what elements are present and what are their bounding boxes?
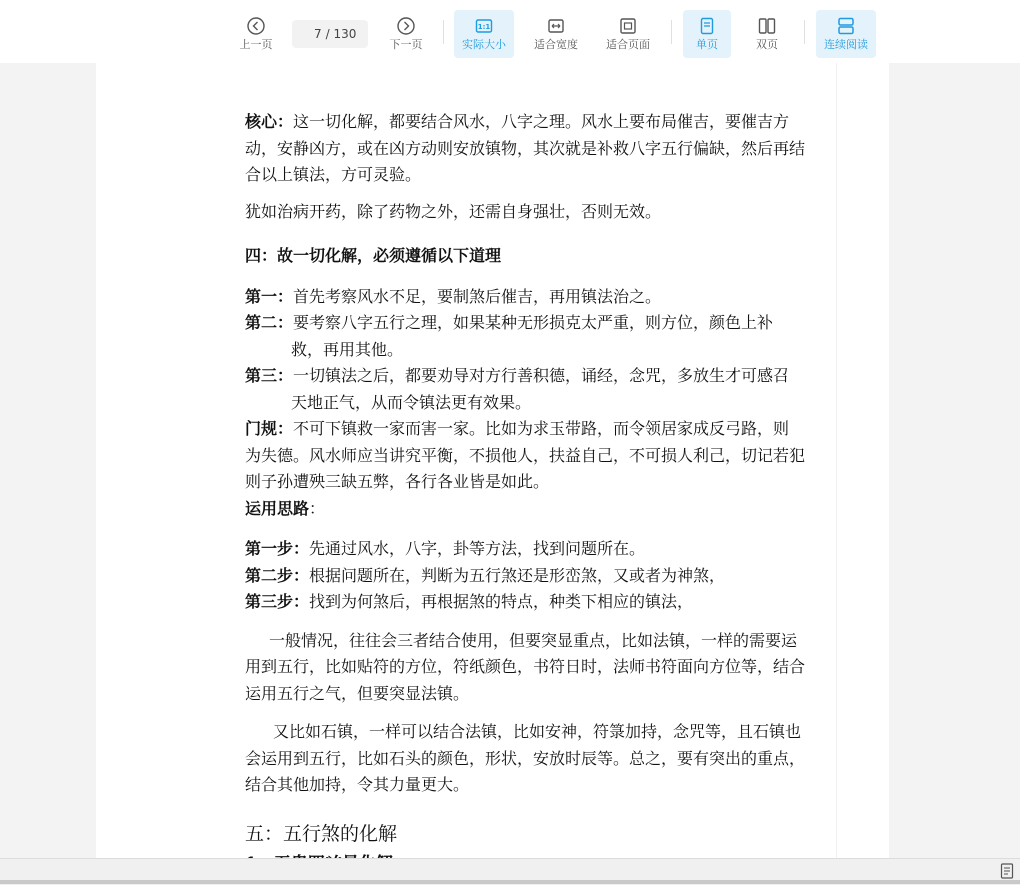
- item-label: 第一：: [245, 286, 294, 306]
- page-side-margin: [836, 63, 889, 858]
- actual-size-icon: [474, 16, 494, 36]
- item-text: 首先考察风水不足，要制煞后催吉，再用镇法治之。: [293, 286, 662, 306]
- actual-size-label: 实际大小: [462, 38, 506, 51]
- step-label: 第一步：: [245, 539, 310, 558]
- total-pages: / 130: [325, 27, 357, 41]
- toolbar-divider: [804, 20, 805, 44]
- toolbar-divider: [443, 20, 444, 44]
- horizontal-scrollbar[interactable]: [0, 880, 1020, 884]
- list-item-first: [245, 284, 805, 311]
- double-page-label: 双页: [756, 38, 778, 51]
- section-five-heading: 五：五行煞的化解: [245, 822, 398, 845]
- fit-page-label: 适合页面: [606, 38, 650, 51]
- core-label: 核心：: [245, 112, 294, 131]
- document-page: [96, 63, 836, 858]
- document-icon[interactable]: [1000, 863, 1014, 879]
- general-paragraph: 一般情况，往往会三者结合使用，但要突显重点，比如法镇，一样的需要运用到五行，比如贴符的方位，符纸颜色，书符日时，法师书符面向方位等，结合运用五行之气，但要突显法镇。: [245, 630, 806, 703]
- approach-label: 运用思路: [245, 498, 310, 518]
- prev-page-button[interactable]: [230, 10, 282, 58]
- actual-size-button[interactable]: [454, 10, 514, 58]
- stone-paragraph: 又比如石镇，一样可以结合法镇，比如安神，符箓加持，念咒等，且石镇也会运用到五行，比如石头的颜色，形状，安放时辰等。总之，要有突出的重点，结合其他加持，令其力量更大。: [245, 722, 806, 794]
- toolbar-divider: [671, 20, 672, 44]
- section-four-heading: 四：故一切化解，必须遵循以下道理: [245, 246, 502, 265]
- step-text: 找到为何煞后，再根据煞的特点，种类下相应的镇法，: [309, 592, 694, 611]
- current-page-input[interactable]: 7: [313, 27, 322, 41]
- item-text: 要考察八字五行之理，如果某种无形损克太严重，则方位，颜色上补救，再用其他。: [291, 313, 774, 359]
- fit-width-icon: [546, 16, 566, 36]
- step-label: 第二步：: [245, 565, 310, 585]
- approach-colon: ：: [309, 498, 326, 518]
- step-text: 先通过风水，八字，卦等方法，找到问题所在。: [309, 539, 646, 558]
- item-label: 第三：: [245, 366, 294, 385]
- fit-page-button[interactable]: [598, 10, 658, 58]
- list-item-third: [245, 363, 805, 416]
- core-text: 这一切化解，都要结合风水，八字之理。风水上要布局催吉，要催吉方动，安静凶方，或在凶方动则安放镇物，其次就是补救八字五行偏缺，然后再结合以上镇法，方可灵验。: [245, 112, 806, 184]
- step-text: 根据问题所在，判断为五行煞还是形峦煞，又或者为神煞，: [309, 565, 726, 585]
- next-page-button[interactable]: [380, 10, 432, 58]
- core-paragraph: [245, 109, 805, 189]
- svg-text:1:1: 1:1: [477, 23, 491, 31]
- arrow-right-circle-icon: [396, 16, 416, 36]
- single-page-button[interactable]: [683, 10, 731, 58]
- rule-label: 门规：: [245, 419, 294, 438]
- medicine-paragraph: 犹如治病开药，除了药物之外，还需自身强壮，否则无效。: [245, 201, 662, 221]
- double-page-icon: [757, 16, 777, 36]
- page-number-box[interactable]: [292, 20, 368, 48]
- arrow-left-circle-icon: [246, 16, 266, 36]
- prev-page-label: 上一页: [239, 38, 273, 51]
- continuous-reading-button[interactable]: [816, 10, 876, 58]
- rule-text: 不可下镇救一家而害一家。比如为求玉带路，而令领居家成反弓路，则为失德。风水师应当讲究平衡，不损他人，扶益自己，不可损人利己，切记若犯则子孙遭殃三缺五弊，各行各业皆是如此。: [245, 419, 806, 491]
- next-page-label: 下一页: [389, 38, 423, 51]
- reader-toolbar: [0, 0, 1020, 63]
- single-page-icon: [697, 16, 717, 36]
- rule-paragraph: [245, 416, 805, 496]
- item-text: 一切镇法之后，都要劝导对方行善积德，诵经，念咒，多放生才可感召天地正气，从而令镇法更有效果。: [291, 366, 790, 412]
- step-second: [245, 563, 805, 590]
- step-label: 第三步：: [245, 592, 310, 611]
- list-item-second: [245, 310, 805, 363]
- double-page-button[interactable]: [743, 10, 791, 58]
- fit-page-icon: [618, 16, 638, 36]
- single-page-label: 单页: [696, 38, 718, 51]
- continuous-scroll-icon: [836, 16, 856, 36]
- step-third: [245, 589, 805, 616]
- item-label: 第二：: [245, 313, 294, 332]
- continuous-reading-label: 连续阅读: [824, 38, 868, 51]
- step-first: [245, 536, 805, 563]
- approach-heading: [245, 496, 805, 523]
- fit-width-button[interactable]: [526, 10, 586, 58]
- fit-width-label: 适合宽度: [534, 38, 578, 51]
- page-content: [245, 109, 805, 878]
